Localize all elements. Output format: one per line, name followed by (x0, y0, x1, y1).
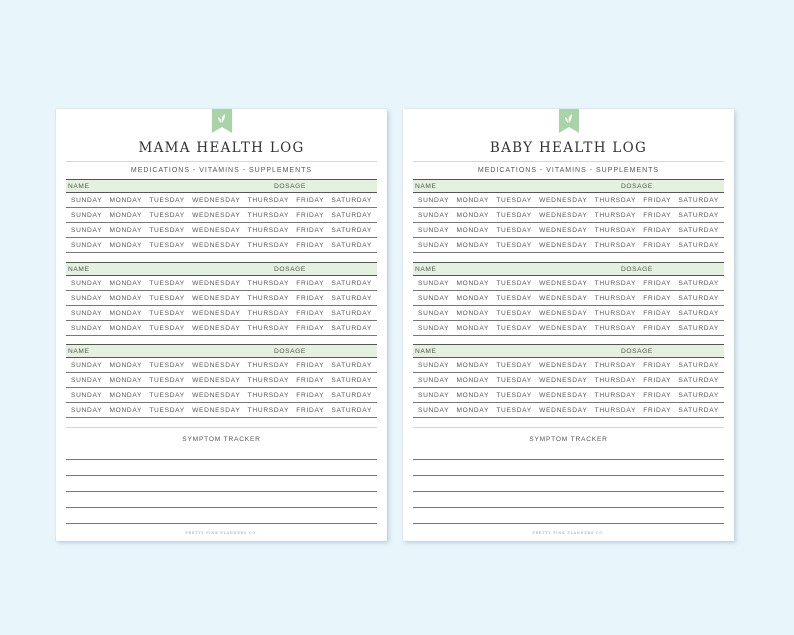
day-label: WEDNESDAY (192, 242, 241, 249)
mama-health-log-page (56, 109, 387, 541)
day-label: SATURDAY (331, 280, 372, 287)
day-label: SATURDAY (678, 325, 719, 332)
day-label: SATURDAY (331, 227, 372, 234)
day-label: SUNDAY (418, 280, 450, 287)
day-label: SATURDAY (678, 362, 719, 369)
day-label: WEDNESDAY (192, 392, 241, 399)
day-label: SUNDAY (418, 242, 450, 249)
day-label: SATURDAY (331, 362, 372, 369)
day-label: WEDNESDAY (539, 407, 588, 414)
name-label: NAME (415, 182, 437, 190)
day-label: WEDNESDAY (192, 310, 241, 317)
day-label: THURSDAY (247, 242, 290, 249)
title-divider (413, 161, 724, 162)
day-label: THURSDAY (247, 392, 290, 399)
day-checklist-row (66, 291, 377, 306)
day-label: SUNDAY (418, 310, 450, 317)
day-label: THURSDAY (247, 280, 290, 287)
leaf-ribbon-icon (559, 109, 579, 133)
day-label: WEDNESDAY (192, 212, 241, 219)
day-label: TUESDAY (496, 377, 532, 384)
medication-block (66, 344, 377, 418)
day-label: SUNDAY (71, 197, 103, 204)
day-label: MONDAY (456, 392, 490, 399)
symptom-writing-line (66, 507, 377, 508)
day-label: WEDNESDAY (539, 295, 588, 302)
day-label: FRIDAY (296, 362, 325, 369)
section-divider (66, 427, 377, 428)
day-label: TUESDAY (149, 212, 185, 219)
symptom-tracker-title: SYMPTOM TRACKER (182, 436, 261, 443)
day-label: SUNDAY (71, 280, 103, 287)
page-title: BABY HEALTH LOG (489, 140, 648, 156)
day-label: TUESDAY (149, 310, 185, 317)
section-divider (413, 427, 724, 428)
day-label: SATURDAY (331, 325, 372, 332)
day-label: WEDNESDAY (539, 280, 588, 287)
day-checklist-row (66, 403, 377, 418)
day-label: SUNDAY (71, 310, 103, 317)
day-label: THURSDAY (247, 295, 290, 302)
day-label: SATURDAY (331, 392, 372, 399)
day-label: SUNDAY (418, 212, 450, 219)
day-label: TUESDAY (496, 227, 532, 234)
footer-credit: PRETTY PINK PLANNERS CO. (532, 531, 605, 535)
day-label: SATURDAY (678, 227, 719, 234)
day-label: FRIDAY (643, 227, 672, 234)
day-label: SATURDAY (678, 280, 719, 287)
name-label: NAME (415, 347, 437, 355)
day-label: WEDNESDAY (539, 310, 588, 317)
symptom-writing-line (413, 523, 724, 524)
day-label: TUESDAY (496, 392, 532, 399)
day-label: TUESDAY (149, 362, 185, 369)
day-label: TUESDAY (149, 407, 185, 414)
name-dosage-header (413, 179, 724, 193)
day-label: MONDAY (109, 295, 143, 302)
section-subtitle: MEDICATIONS - VITAMINS - SUPPLEMENTS (130, 167, 313, 174)
day-label: SUNDAY (418, 377, 450, 384)
day-label: TUESDAY (149, 377, 185, 384)
footer-credit: PRETTY PINK PLANNERS CO. (185, 531, 258, 535)
day-label: SUNDAY (71, 242, 103, 249)
day-label: SATURDAY (331, 407, 372, 414)
day-label: MONDAY (456, 325, 490, 332)
day-label: SUNDAY (71, 295, 103, 302)
day-label: WEDNESDAY (192, 407, 241, 414)
day-label: WEDNESDAY (192, 325, 241, 332)
day-checklist-row (413, 208, 724, 223)
day-checklist-row (413, 403, 724, 418)
day-label: TUESDAY (149, 197, 185, 204)
day-label: MONDAY (109, 197, 143, 204)
day-label: FRIDAY (643, 377, 672, 384)
day-label: SATURDAY (331, 310, 372, 317)
day-label: TUESDAY (149, 242, 185, 249)
day-label: WEDNESDAY (539, 325, 588, 332)
day-checklist-row (66, 238, 377, 253)
day-label: SUNDAY (71, 377, 103, 384)
day-label: FRIDAY (296, 295, 325, 302)
day-label: THURSDAY (594, 407, 637, 414)
day-checklist-row (66, 321, 377, 336)
day-checklist-row (66, 358, 377, 373)
day-label: SATURDAY (678, 392, 719, 399)
day-label: TUESDAY (496, 212, 532, 219)
day-label: TUESDAY (496, 407, 532, 414)
dosage-label: DOSAGE (274, 182, 306, 190)
day-label: SATURDAY (678, 407, 719, 414)
day-label: MONDAY (109, 407, 143, 414)
day-label: SATURDAY (678, 377, 719, 384)
name-label: NAME (68, 347, 90, 355)
day-label: MONDAY (456, 197, 490, 204)
day-label: WEDNESDAY (539, 362, 588, 369)
name-dosage-header (66, 179, 377, 193)
day-label: SUNDAY (418, 392, 450, 399)
day-label: SATURDAY (678, 295, 719, 302)
day-label: THURSDAY (247, 407, 290, 414)
dosage-label: DOSAGE (621, 182, 653, 190)
day-label: TUESDAY (149, 325, 185, 332)
day-label: MONDAY (456, 407, 490, 414)
day-label: FRIDAY (643, 242, 672, 249)
name-label: NAME (415, 265, 437, 273)
day-label: MONDAY (456, 295, 490, 302)
day-label: FRIDAY (296, 310, 325, 317)
day-label: TUESDAY (149, 392, 185, 399)
day-label: FRIDAY (643, 392, 672, 399)
day-checklist-row (66, 193, 377, 208)
symptom-writing-line (413, 475, 724, 476)
name-dosage-header (413, 344, 724, 358)
day-label: FRIDAY (296, 392, 325, 399)
day-checklist-row (413, 321, 724, 336)
day-label: FRIDAY (296, 197, 325, 204)
day-label: THURSDAY (247, 310, 290, 317)
day-label: THURSDAY (247, 227, 290, 234)
day-checklist-row (66, 373, 377, 388)
day-label: SUNDAY (418, 295, 450, 302)
day-checklist-row (66, 276, 377, 291)
day-label: SATURDAY (678, 212, 719, 219)
day-label: FRIDAY (296, 377, 325, 384)
day-label: SUNDAY (71, 407, 103, 414)
name-dosage-header (66, 262, 377, 276)
day-label: MONDAY (109, 392, 143, 399)
day-checklist-row (413, 358, 724, 373)
dosage-label: DOSAGE (274, 347, 306, 355)
name-label: NAME (68, 265, 90, 273)
day-label: TUESDAY (496, 242, 532, 249)
day-label: FRIDAY (643, 407, 672, 414)
day-label: WEDNESDAY (192, 197, 241, 204)
day-label: WEDNESDAY (539, 197, 588, 204)
medication-block (66, 179, 377, 253)
dosage-label: DOSAGE (621, 265, 653, 273)
day-label: WEDNESDAY (192, 362, 241, 369)
day-label: TUESDAY (496, 325, 532, 332)
day-label: TUESDAY (496, 362, 532, 369)
day-label: FRIDAY (643, 362, 672, 369)
day-label: WEDNESDAY (192, 295, 241, 302)
day-label: WEDNESDAY (539, 392, 588, 399)
dosage-label: DOSAGE (274, 265, 306, 273)
day-label: MONDAY (109, 377, 143, 384)
day-label: SATURDAY (331, 295, 372, 302)
day-label: THURSDAY (247, 212, 290, 219)
day-label: SATURDAY (678, 242, 719, 249)
page-title: MAMA HEALTH LOG (138, 140, 305, 156)
day-label: SUNDAY (418, 197, 450, 204)
day-label: SUNDAY (71, 212, 103, 219)
day-label: THURSDAY (247, 197, 290, 204)
day-label: TUESDAY (496, 310, 532, 317)
day-label: SUNDAY (71, 227, 103, 234)
day-label: SATURDAY (678, 197, 719, 204)
day-checklist-row (413, 373, 724, 388)
day-label: FRIDAY (643, 280, 672, 287)
day-label: FRIDAY (296, 280, 325, 287)
medication-block (66, 262, 377, 336)
day-label: MONDAY (109, 325, 143, 332)
day-label: THURSDAY (594, 227, 637, 234)
day-label: SATURDAY (331, 197, 372, 204)
day-label: MONDAY (109, 227, 143, 234)
day-checklist-row (413, 306, 724, 321)
day-label: FRIDAY (643, 310, 672, 317)
name-dosage-header (66, 344, 377, 358)
day-label: FRIDAY (643, 197, 672, 204)
day-label: THURSDAY (594, 325, 637, 332)
day-label: SUNDAY (71, 325, 103, 332)
day-checklist-row (413, 291, 724, 306)
day-label: FRIDAY (643, 325, 672, 332)
day-label: WEDNESDAY (539, 227, 588, 234)
day-label: FRIDAY (643, 295, 672, 302)
day-label: SATURDAY (331, 212, 372, 219)
title-divider (66, 161, 377, 162)
day-label: WEDNESDAY (192, 377, 241, 384)
day-label: WEDNESDAY (539, 242, 588, 249)
day-label: SUNDAY (418, 325, 450, 332)
dosage-label: DOSAGE (621, 347, 653, 355)
day-checklist-row (413, 223, 724, 238)
day-checklist-row (413, 388, 724, 403)
day-label: TUESDAY (496, 197, 532, 204)
symptom-writing-line (413, 459, 724, 460)
day-label: SATURDAY (331, 242, 372, 249)
day-label: WEDNESDAY (539, 377, 588, 384)
day-label: THURSDAY (594, 197, 637, 204)
day-label: FRIDAY (296, 407, 325, 414)
symptom-writing-line (66, 491, 377, 492)
medication-block (413, 344, 724, 418)
leaf-ribbon-icon (212, 109, 232, 133)
day-label: WEDNESDAY (539, 212, 588, 219)
day-checklist-row (66, 208, 377, 223)
day-checklist-row (413, 193, 724, 208)
symptom-writing-line (66, 523, 377, 524)
day-label: SUNDAY (418, 407, 450, 414)
name-dosage-header (413, 262, 724, 276)
day-label: THURSDAY (594, 377, 637, 384)
symptom-tracker-title: SYMPTOM TRACKER (529, 436, 608, 443)
day-label: THURSDAY (594, 310, 637, 317)
day-label: TUESDAY (149, 280, 185, 287)
day-label: THURSDAY (594, 392, 637, 399)
day-label: MONDAY (456, 310, 490, 317)
day-label: MONDAY (456, 227, 490, 234)
day-label: MONDAY (456, 362, 490, 369)
medication-block (413, 262, 724, 336)
day-label: MONDAY (456, 280, 490, 287)
day-checklist-row (66, 388, 377, 403)
medication-block (413, 179, 724, 253)
day-label: THURSDAY (594, 212, 637, 219)
day-label: THURSDAY (594, 280, 637, 287)
symptom-writing-line (66, 459, 377, 460)
day-label: MONDAY (109, 280, 143, 287)
day-label: MONDAY (109, 242, 143, 249)
day-label: MONDAY (109, 362, 143, 369)
baby-health-log-page (403, 109, 734, 541)
day-label: MONDAY (456, 377, 490, 384)
day-label: SUNDAY (418, 362, 450, 369)
section-subtitle: MEDICATIONS - VITAMINS - SUPPLEMENTS (477, 167, 660, 174)
day-label: SUNDAY (71, 392, 103, 399)
symptom-writing-line (413, 491, 724, 492)
day-label: THURSDAY (247, 325, 290, 332)
name-label: NAME (68, 182, 90, 190)
day-label: TUESDAY (149, 295, 185, 302)
day-label: MONDAY (109, 212, 143, 219)
day-label: TUESDAY (149, 227, 185, 234)
day-label: THURSDAY (594, 362, 637, 369)
day-label: WEDNESDAY (192, 280, 241, 287)
symptom-writing-line (413, 507, 724, 508)
day-label: THURSDAY (247, 362, 290, 369)
day-label: MONDAY (456, 242, 490, 249)
day-label: FRIDAY (643, 212, 672, 219)
day-label: THURSDAY (247, 377, 290, 384)
day-label: TUESDAY (496, 295, 532, 302)
day-label: THURSDAY (594, 295, 637, 302)
day-label: TUESDAY (496, 280, 532, 287)
day-checklist-row (413, 276, 724, 291)
day-label: SATURDAY (678, 310, 719, 317)
day-label: MONDAY (456, 212, 490, 219)
day-label: SUNDAY (71, 362, 103, 369)
day-checklist-row (66, 306, 377, 321)
day-label: FRIDAY (296, 212, 325, 219)
day-label: SATURDAY (331, 377, 372, 384)
day-label: SUNDAY (418, 227, 450, 234)
day-label: MONDAY (109, 310, 143, 317)
day-checklist-row (66, 223, 377, 238)
day-label: FRIDAY (296, 227, 325, 234)
day-label: WEDNESDAY (192, 227, 241, 234)
day-label: FRIDAY (296, 242, 325, 249)
day-label: THURSDAY (594, 242, 637, 249)
symptom-writing-line (66, 475, 377, 476)
day-label: FRIDAY (296, 325, 325, 332)
day-checklist-row (413, 238, 724, 253)
